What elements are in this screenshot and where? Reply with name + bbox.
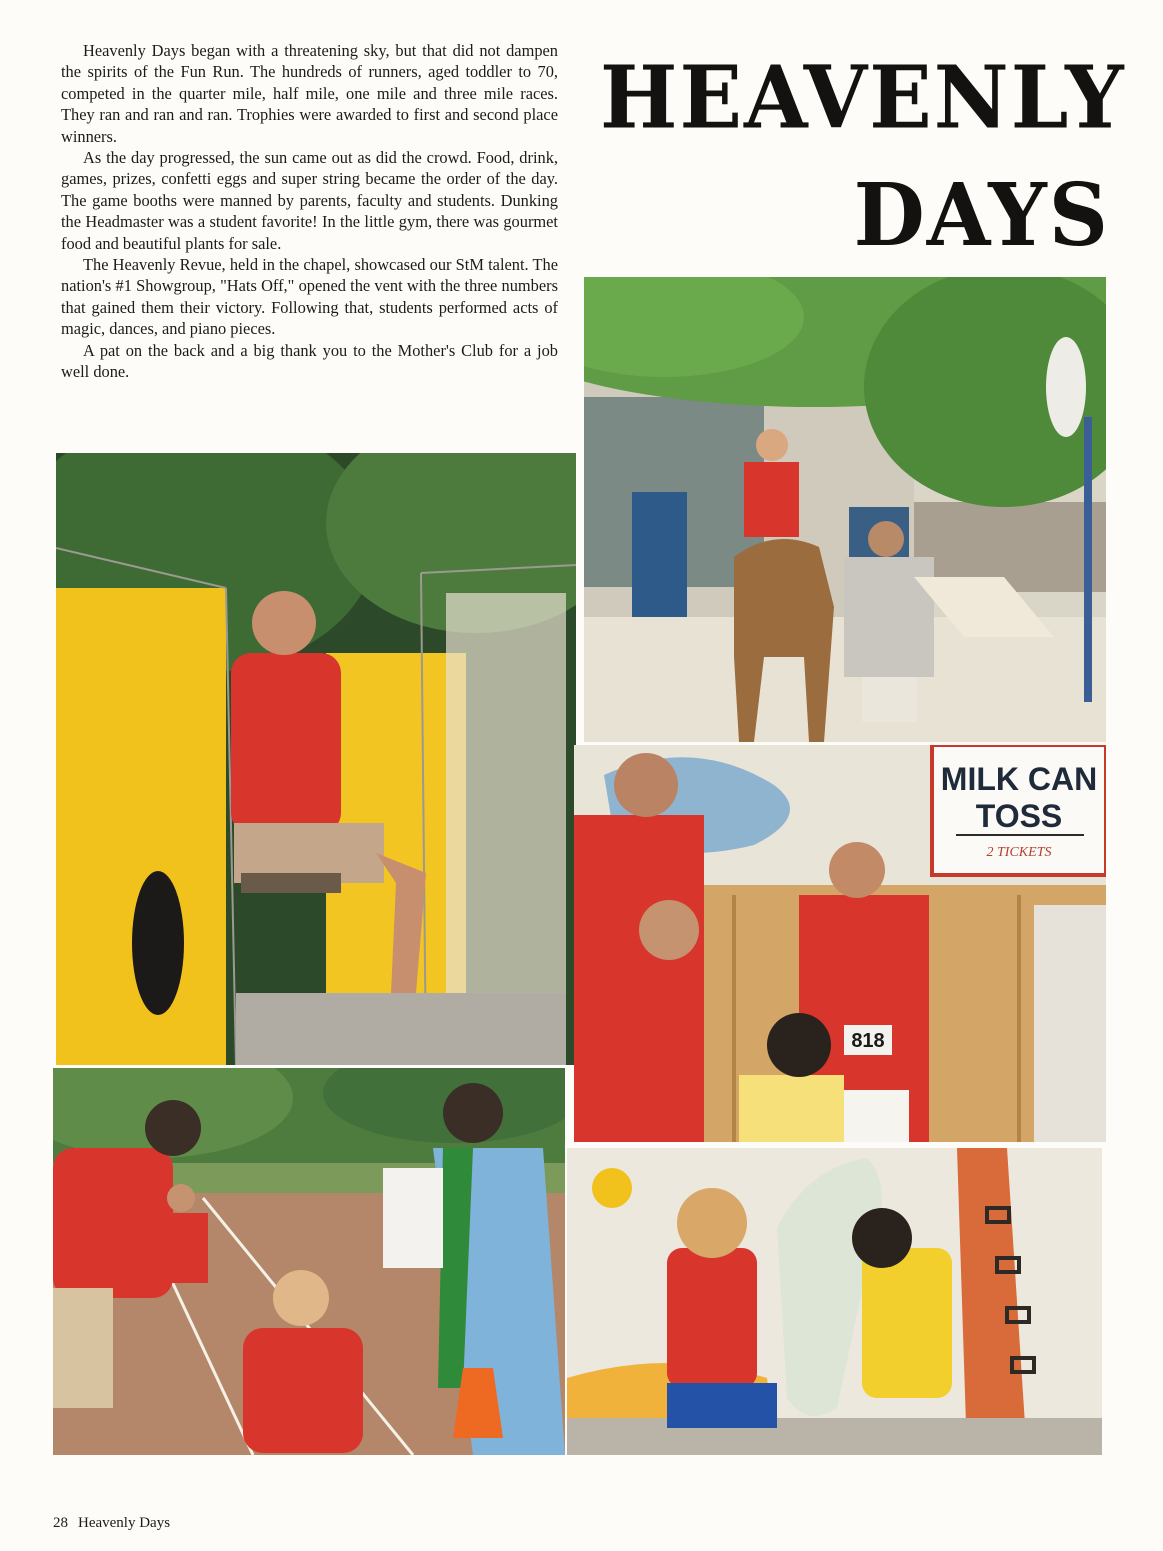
fun-run-photo — [53, 1068, 565, 1455]
page-footer — [53, 1515, 180, 1532]
page-title — [600, 39, 1126, 274]
section-name: Heavenly Days — [78, 1515, 171, 1531]
sign-line: MILK CAN — [940, 761, 1098, 797]
race-bib-number: 818 — [851, 1030, 885, 1052]
title-line: DAYS — [853, 165, 1110, 267]
title-line: HEAVENLY — [600, 47, 1126, 149]
article-paragraph: Heavenly Days began with a threatening sky, but that did not dampen the spirits of the Fun Run. The hundreds of runners, aged toddler to 70, competed in the quarter mile, half mile, one mile and three mile races. They ran and ran and ran. Trophies were awarded to first and second place winners. — [61, 41, 558, 146]
pony-ride-photo — [584, 277, 1106, 742]
article-paragraph: A pat on the back and a big thank you to the Mother's Club for a job well done. — [61, 340, 558, 382]
pillow-fight-photo — [567, 1148, 1102, 1455]
dunk-tank-photo — [56, 453, 576, 1065]
article-paragraph: As the day progressed, the sun came out as did the crowd. Food, drink, games, prizes, confetti eggs and super string became the order of the day. The game booths were manned by parents, faculty and students. Dunking the Headmaster was a student favorite! In the little gym, there was gourmet food and beautiful plants for sale. — [61, 148, 558, 253]
article-paragraph: The Heavenly Revue, held in the chapel, showcased our StM talent. The nation's #1 Showgroup, "Hats Off," opened the vent with the three numbers that gained them their victory. Following that, students performed acts of magic, dances, and piano pieces. — [61, 255, 558, 339]
sign-line: TOSS — [975, 798, 1063, 834]
article-body — [61, 40, 558, 383]
page-number: 28 — [53, 1515, 68, 1531]
milk-can-toss-photo — [574, 745, 1106, 1142]
sign-line: 2 TICKETS — [986, 845, 1052, 860]
